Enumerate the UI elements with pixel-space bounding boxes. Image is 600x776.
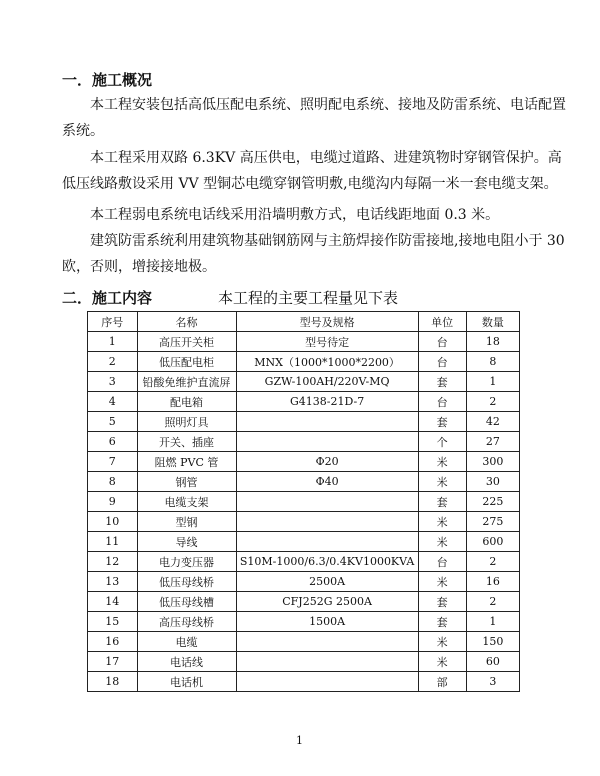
cell-quantity: 225 (466, 492, 519, 512)
cell-model (236, 512, 418, 532)
cell-model: Φ40 (236, 472, 418, 492)
table-row (88, 592, 520, 612)
cell-unit: 米 (418, 532, 466, 552)
header-no: 序号 (88, 312, 138, 332)
cell-no: 5 (88, 412, 138, 432)
table-row (88, 472, 520, 492)
cell-model (236, 632, 418, 652)
section1-heading: 一．施工概况 (62, 71, 153, 89)
cell-name: 铅酸免维护直流屏 (137, 372, 236, 392)
cell-model: S10M-1000/6.3/0.4KV1000KVA (236, 552, 418, 572)
cell-model: 2500A (236, 572, 418, 592)
cell-name: 电缆 (137, 632, 236, 652)
quantity-table (87, 311, 520, 692)
cell-name: 高压开关柜 (137, 332, 236, 352)
cell-no: 17 (88, 652, 138, 672)
cell-no: 14 (88, 592, 138, 612)
table-row (88, 532, 520, 552)
cell-quantity: 3 (466, 672, 519, 692)
cell-no: 18 (88, 672, 138, 692)
overview-paragraph-1: 本工程安装包括高低压配电系统、照明配电系统、接地及防雷系统、电话配置系统。 (62, 97, 566, 139)
cell-name: 配电箱 (137, 392, 236, 412)
cell-unit: 台 (418, 552, 466, 572)
cell-unit: 米 (418, 572, 466, 592)
cell-name: 电缆支架 (137, 492, 236, 512)
cell-unit: 台 (418, 332, 466, 352)
cell-name: 高压母线桥 (137, 612, 236, 632)
cell-name: 照明灯具 (137, 412, 236, 432)
header-quantity: 数量 (466, 312, 519, 332)
cell-no: 12 (88, 552, 138, 572)
cell-quantity: 150 (466, 632, 519, 652)
table-row (88, 432, 520, 452)
cell-quantity: 8 (466, 352, 519, 372)
cell-quantity: 2 (466, 392, 519, 412)
cell-no: 11 (88, 532, 138, 552)
header-model: 型号及规格 (236, 312, 418, 332)
cell-unit: 部 (418, 672, 466, 692)
table-row (88, 612, 520, 632)
cell-no: 4 (88, 392, 138, 412)
table-row (88, 652, 520, 672)
table-row (88, 572, 520, 592)
cell-unit: 米 (418, 452, 466, 472)
table-row (88, 352, 520, 372)
cell-model: 1500A (236, 612, 418, 632)
cell-name: 导线 (137, 532, 236, 552)
cell-unit: 台 (418, 392, 466, 412)
table-row (88, 492, 520, 512)
cell-name: 型钢 (137, 512, 236, 532)
cell-name: 低压母线槽 (137, 592, 236, 612)
table-row (88, 332, 520, 352)
cell-model: GZW-100AH/220V-MQ (236, 372, 418, 392)
cell-quantity: 18 (466, 332, 519, 352)
cell-no: 16 (88, 632, 138, 652)
cell-no: 1 (88, 332, 138, 352)
cell-quantity: 600 (466, 532, 519, 552)
cell-quantity: 2 (466, 592, 519, 612)
header-unit: 单位 (418, 312, 466, 332)
overview-paragraph-4: 建筑防雷系统利用建筑物基础钢筋网与主筋焊接作防雷接地,接地电阻小于 30 欧，否则，增接接地极。 (62, 233, 565, 275)
cell-unit: 台 (418, 352, 466, 372)
cell-name: 电话机 (137, 672, 236, 692)
table-body (88, 332, 520, 692)
cell-quantity: 275 (466, 512, 519, 532)
cell-no: 8 (88, 472, 138, 492)
cell-model: CFJ252G 2500A (236, 592, 418, 612)
overview-paragraph-3: 本工程弱电系统电话线采用沿墙明敷方式，电话线距地面 0.3 米。 (90, 207, 500, 223)
table-row (88, 372, 520, 392)
cell-unit: 米 (418, 512, 466, 532)
cell-model: MNX（1000*1000*2200） (236, 352, 418, 372)
cell-quantity: 60 (466, 652, 519, 672)
cell-model (236, 412, 418, 432)
cell-model (236, 652, 418, 672)
cell-model (236, 532, 418, 552)
cell-quantity: 300 (466, 452, 519, 472)
cell-quantity: 16 (466, 572, 519, 592)
cell-unit: 套 (418, 612, 466, 632)
section2-heading: 二．施工内容 (62, 289, 153, 307)
cell-unit: 套 (418, 592, 466, 612)
table-caption: 本工程的主要工程量见下表 (218, 289, 399, 307)
table-row (88, 412, 520, 432)
cell-name: 开关、插座 (137, 432, 236, 452)
cell-quantity: 30 (466, 472, 519, 492)
cell-model: G4138-21D-7 (236, 392, 418, 412)
header-name: 名称 (137, 312, 236, 332)
overview-paragraph-2: 本工程采用双路 6.3KV 高压供电，电缆过道路、进建筑物时穿钢管保护。高低压线路敷设采用 VV 型铜芯电缆穿钢管明敷,电缆沟内每隔一米一套电缆支架。 (62, 150, 562, 192)
cell-unit: 个 (418, 432, 466, 452)
table-row (88, 632, 520, 652)
cell-unit: 套 (418, 372, 466, 392)
cell-no: 15 (88, 612, 138, 632)
cell-name: 钢管 (137, 472, 236, 492)
cell-model (236, 492, 418, 512)
table-row (88, 552, 520, 572)
cell-quantity: 2 (466, 552, 519, 572)
cell-no: 7 (88, 452, 138, 472)
table-row (88, 512, 520, 532)
cell-unit: 米 (418, 652, 466, 672)
cell-name: 低压配电柜 (137, 352, 236, 372)
cell-model: 型号待定 (236, 332, 418, 352)
cell-unit: 米 (418, 472, 466, 492)
cell-no: 2 (88, 352, 138, 372)
cell-model (236, 672, 418, 692)
cell-name: 电力变压器 (137, 552, 236, 572)
cell-quantity: 42 (466, 412, 519, 432)
cell-quantity: 1 (466, 612, 519, 632)
cell-model: Φ20 (236, 452, 418, 472)
cell-name: 阻燃 PVC 管 (137, 452, 236, 472)
page-number: 1 (296, 734, 303, 747)
cell-name: 电话线 (137, 652, 236, 672)
table-row (88, 452, 520, 472)
cell-unit: 米 (418, 632, 466, 652)
table-row (88, 672, 520, 692)
cell-no: 13 (88, 572, 138, 592)
cell-model (236, 432, 418, 452)
cell-unit: 套 (418, 492, 466, 512)
table-header-row (88, 312, 520, 332)
cell-unit: 套 (418, 412, 466, 432)
cell-no: 6 (88, 432, 138, 452)
table-row (88, 392, 520, 412)
cell-no: 3 (88, 372, 138, 392)
cell-no: 10 (88, 512, 138, 532)
cell-no: 9 (88, 492, 138, 512)
cell-quantity: 1 (466, 372, 519, 392)
cell-name: 低压母线桥 (137, 572, 236, 592)
cell-quantity: 27 (466, 432, 519, 452)
